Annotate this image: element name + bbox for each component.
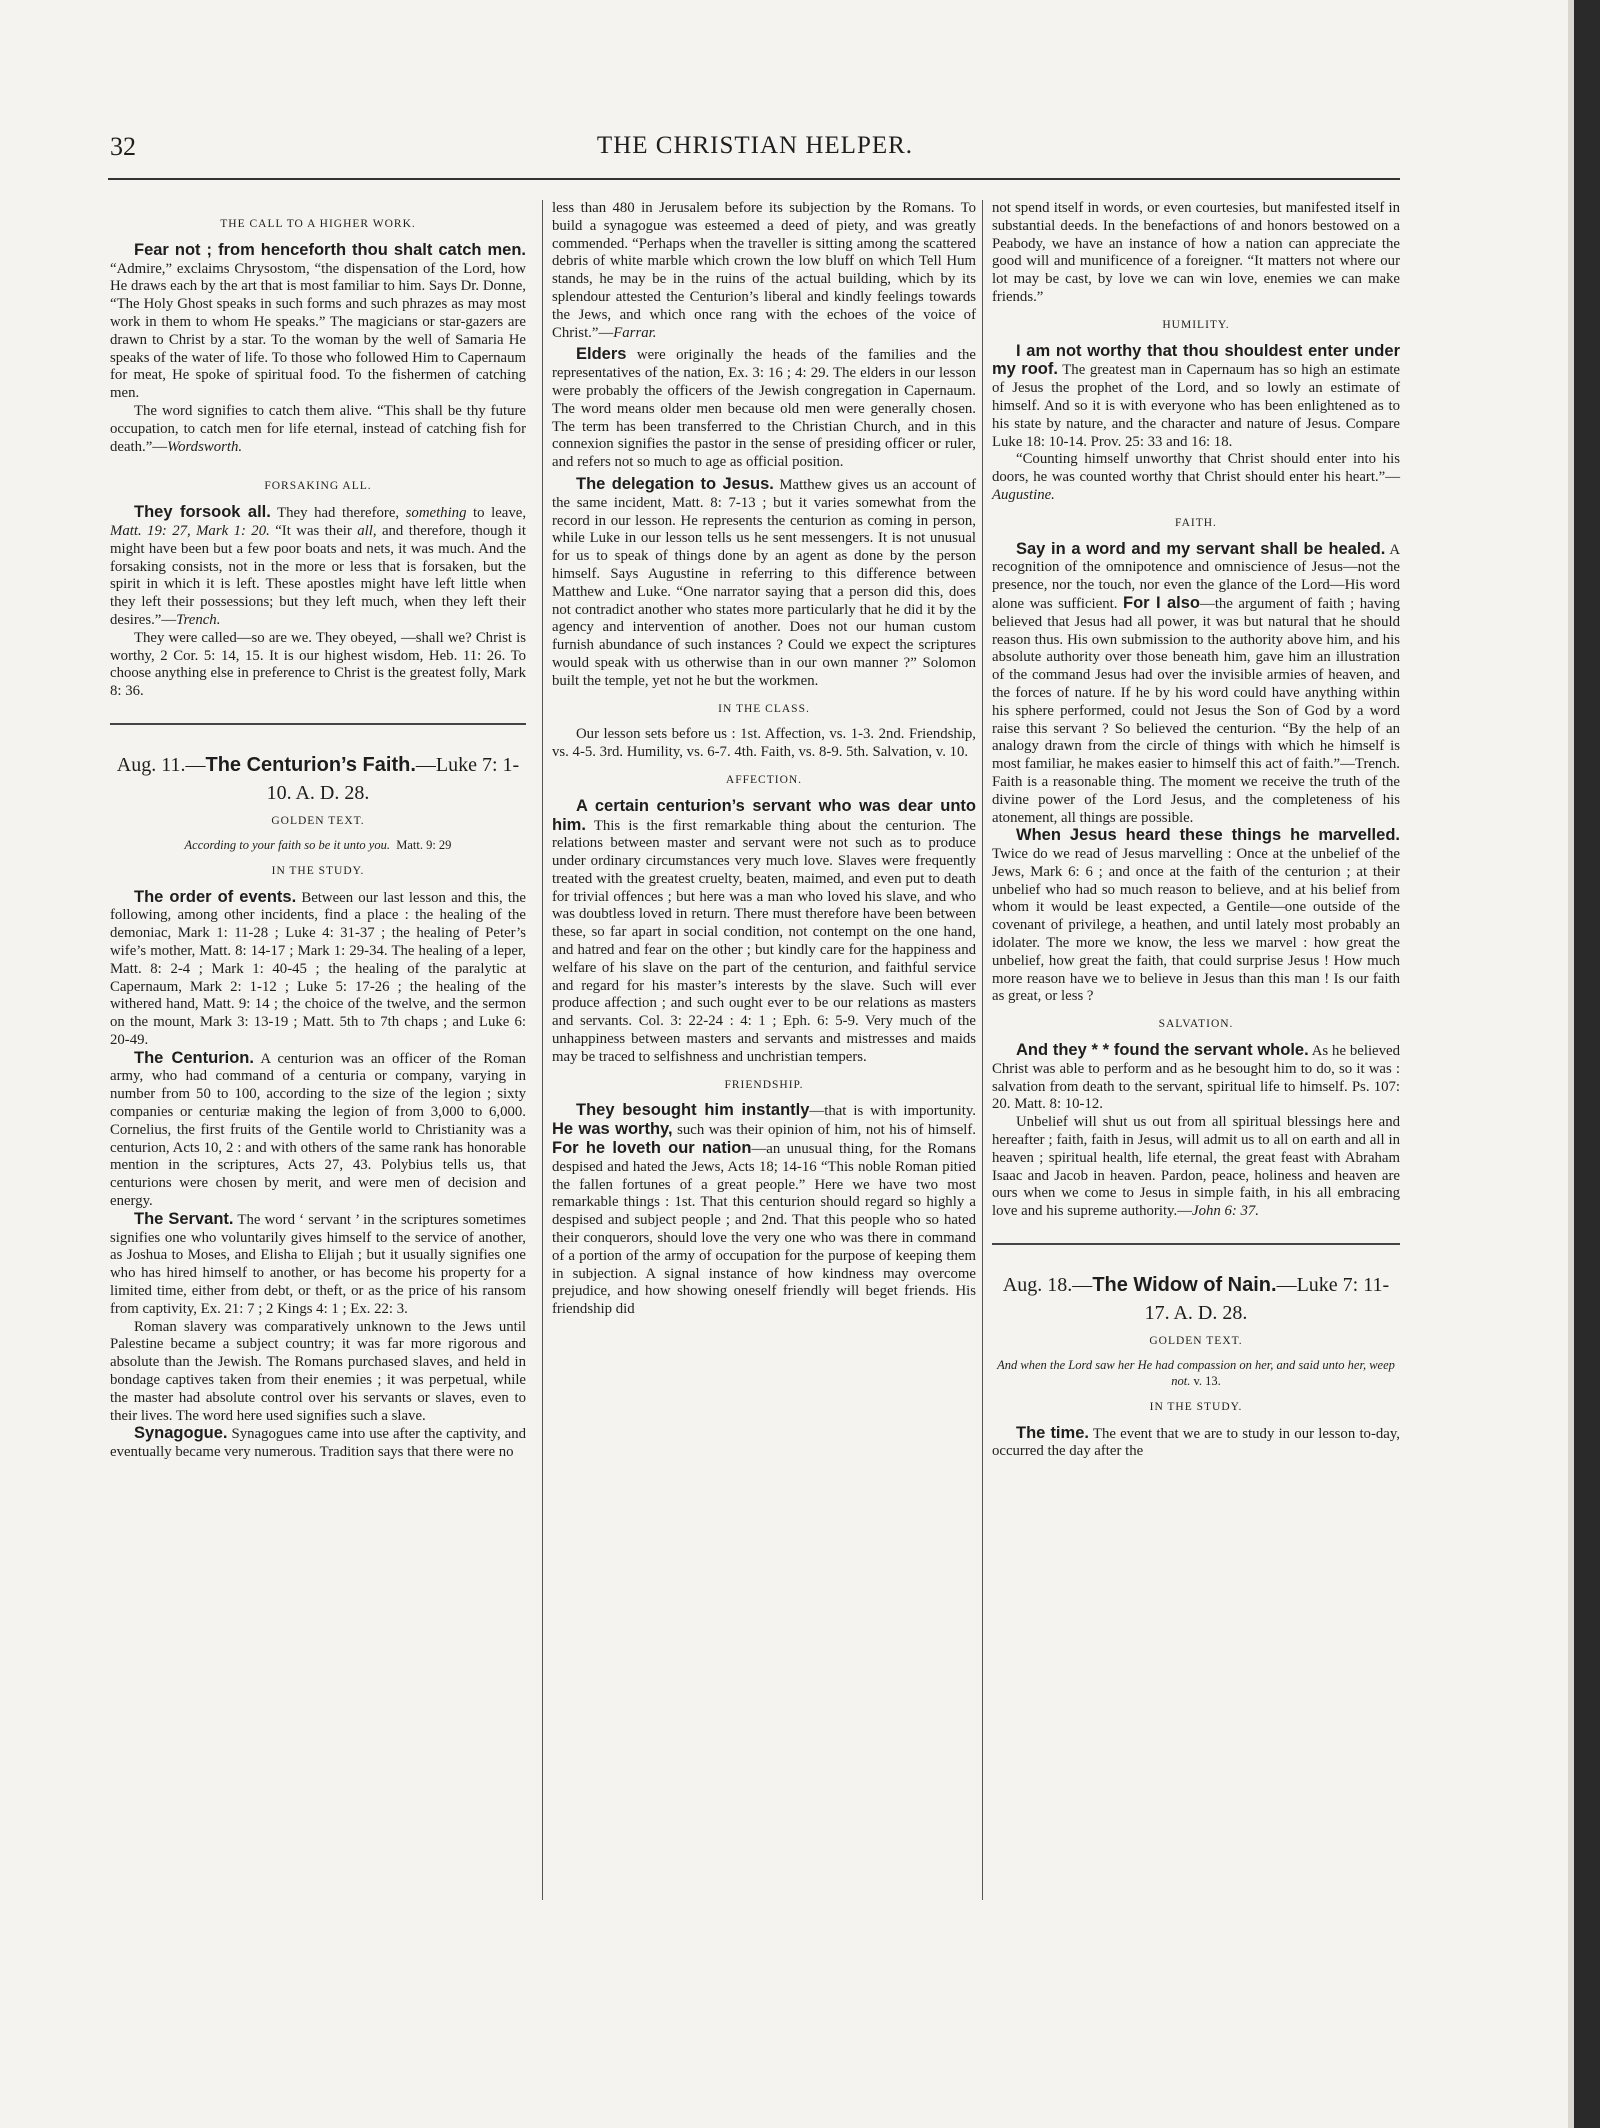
paragraph: I am not worthy that thou shouldest enter under my roof. The greatest man in Capernaum has so high an estimate of Jesus the prophet of the Lord, and so lowly an estimate of himself. And so it is with everyone who has been enlightened as to his state by nature, and the character and nature of Jesus. Compare Luke 18: 10-14. Prov. 25: 33 and 16: 18.	[992, 341, 1400, 450]
headword: And they * * found the servant whole.	[1016, 1041, 1309, 1060]
paragraph: And they * * found the servant whole. As he believed Christ was able to perform and as he besought him to do, so it was : salvation from death to the servant, spiritual life to himself. Ps. 107: 20. Matt. 8: 10-12.	[992, 1041, 1400, 1113]
paragraph: The Servant. The word ‘ servant ’ in the scriptures sometimes signifies one who voluntarily gives himself to the service of another, as Joshua to Moses, and Elisha to Elijah ; but it usually signifies one who has hired himself to another, or has become his property for a limited time, either from debt, or theft, or as the price of his ransom from captivity, Ex. 21: 7 ; 2 Kings 4: 1 ; Ex. 22: 3.	[110, 1209, 526, 1317]
headword: For he loveth our nation	[552, 1139, 752, 1158]
headword: The Centurion.	[134, 1048, 254, 1067]
headword: He was worthy,	[552, 1120, 673, 1139]
section-heading: IN THE STUDY.	[1149, 1400, 1243, 1413]
paragraph: They were called—so are we. They obeyed, —shall we? Christ is worthy, 2 Cor. 5: 14, 15. It is our highest wisdom, Heb. 11: 26. To choose anything else in preference to Christ is the greatest folly, Mark 8: 36.	[110, 629, 526, 700]
paragraph: The word signifies to catch them alive. “This shall be thy future occupation, to catch men for life eternal, instead of catching fish for death.”—Wordsworth.	[110, 402, 526, 455]
section-heading: THE CALL TO A HIGHER WORK.	[220, 218, 416, 230]
paragraph: The time. The event that we are to study in our lesson to-day, occurred the day after the	[992, 1423, 1400, 1460]
lesson-heading: Aug. 11.—The Centurion’s Faith.—Luke 7: 1-10. A. D. 28.	[116, 753, 520, 804]
section-heading: FRIENDSHIP.	[724, 1078, 804, 1091]
column-3	[992, 200, 1400, 1461]
golden-text: According to your faith so be it unto you. Matt. 9: 29	[184, 837, 452, 852]
paragraph: The delegation to Jesus. Matthew gives us an account of the same incident, Matt. 8: 7-13 ; but it varies somewhat from the record in our lesson. He represents the centurion as coming in person, while Luke in our lesson tells us he sent messengers. It is not unusual for us to speak of things done by an agent as done by the person himself. Says Augustine in referring to this difference between Matthew and Luke. “One narrator saying that a person did this, does not contradict another who states more particularly that he did it by the agency and intervention of another. Does not our human custom furnish abundance of such instances ? Could we expect the scriptures would speak with us otherwise than in our own manner ?” Solomon built the temple, yet not he but the workmen.	[552, 474, 976, 689]
column-2	[552, 200, 976, 1319]
paragraph: When Jesus heard these things he marvelled. Twice do we read of Jesus marvelling : Once at the unbelief of the Jews, Mark 6: 6 ; and once at the faith of the centurion ; at their unbelief who had so much reason to believe, and at his belief from whom it would be least expected, a Gentile—one outside of the covenant of privilege, a heathen, and until lately most probably an idolater. The more we know, the less we marvel : how great the unbelief, how great the faith, that could surprise Jesus ! How much more reason have we to believe in Jesus than this man ! Is our faith as great, or less ?	[992, 826, 1400, 1005]
paragraph: Roman slavery was comparatively unknown to the Jews until Palestine became a subject country; it was far more rigorous and absolute than the Jewish. The Romans purchased slaves, and held in bondage captives taken from their enemies ; it was perpetual, while the master had absolute control over his servants or slaves, even to their lives. The word here used signifies such a slave.	[110, 1318, 526, 1424]
paragraph: Elders were originally the heads of the families and the representatives of the nation, Ex. 3: 16 ; 4: 29. The elders in our lesson were probably the officers of the Jewish congregation in Capernaum. The word means older men because old men were generally chosen. The term has been transferred to the Christian Church, and in this connexion signifies the pastor in the sense of presiding officer or ruler, and refers not so much to age as official position.	[552, 345, 977, 471]
headword: The delegation to Jesus.	[576, 474, 774, 493]
lesson-separator	[992, 1243, 1400, 1245]
headword: Say in a word and my servant shall be healed.	[1016, 539, 1386, 558]
column-rule-1	[542, 200, 543, 1900]
paragraph: The Centurion. A centurion was an officer of the Roman army, who had command of a centuria or company, varying in number from 50 to 100, according to the size of the legion ; sixty companies or centuriæ making the legion of from 3,000 to 6,000. Cornelius, the first fruits of the Gentile world to Christianity was a centurion, Acts 10, 2 : and with others of the same rank has honorable mention in the scriptures, Acts 27, 43. Polybius tells us, that centurions were chosen by merit, and were men of decision and energy.	[110, 1048, 526, 1210]
paragraph: Our lesson sets before us : 1st. Affection, vs. 1-3. 2nd. Friendship, vs. 4-5. 3rd. Humility, vs. 6-7. 4th. Faith, vs. 8-9. 5th. Salvation, v. 10.	[552, 726, 976, 761]
paragraph: Unbelief will shut us out from all spiritual blessings here and hereafter ; faith, faith in Jesus, will admit us to all on earth and all in heaven ; spiritual health, life eternal, the great feast with Abraham Isaac and Jacob in heaven. Pardon, peace, holiness and heaven are ours when we come to Jesus in simple faith, in his all embracing love and his supreme authority.—John 6: 37.	[992, 1114, 1400, 1220]
headword: The time.	[1016, 1423, 1089, 1442]
section-heading: FAITH.	[1175, 516, 1217, 529]
column-rule-2	[982, 200, 983, 1900]
section-heading: IN THE CLASS.	[718, 702, 810, 715]
section-heading: AFFECTION.	[725, 773, 803, 786]
lesson-heading: Aug. 18.—The Widow of Nain.—Luke 7: 11-17. A. D. 28.	[1002, 1274, 1390, 1325]
lesson-separator	[110, 723, 526, 725]
header-rule	[108, 178, 1400, 180]
paragraph: Fear not ; from henceforth thou shalt catch men. “Admire,” exclaims Chrysostom, “the dispensation of the Lord, how He draws each by the art that is most familiar to him. Says Dr. Donne, “The Holy Ghost speaks in such forms and such phrazes as may most work in them to whom He speaks.” The magicians or star-gazers are drawn to Christ by a star. To the woman by the well of Samaria He speaks of the water of life. To those who followed Him to Capernaum for meat, He spoke of spiritual food. To the fishermen of catching men.	[110, 240, 526, 402]
paragraph: The order of events. Between our last lesson and this, the following, among other incidents, find a place : the healing of the demoniac, Mark 1: 11-28 ; Luke 4: 31-37 ; the healing of Peter’s wife’s mother, Matt. 8: 14-17 ; Mark 1: 29-34. The healing of a leper, Matt. 8: 2-4 ; Mark 1: 40-45 ; the healing of the paralytic at Capernaum, Mark 2: 1-12 ; Luke 5: 17-26 ; the healing of the withered hand, Matt. 9: 14 ; the choice of the twelve, and the sermon on the mount, Mark 3: 13-19 ; Matt. 5th to 7th chaps ; and Luke 6: 20-49.	[110, 887, 526, 1048]
paragraph: Synagogue. Synagogues came into use after the captivity, and eventually became very numerous. Tradition says that there were no	[110, 1424, 526, 1461]
paragraph: not spend itself in words, or even courtesies, but manifested itself in substantial deeds. In the benefactions of and honors bestowed on a Peabody, we have an instance of how a nation can appreciate the good will and munificence of a foreigner. “It matters not where our lot may be cast, by love we can win love, enemies we can make friends.”	[992, 200, 1400, 305]
headword: The Servant.	[134, 1209, 234, 1228]
running-title: THE CHRISTIAN HELPER.	[596, 132, 914, 159]
paragraph: Say in a word and my servant shall be healed. A recognition of the omnipotence and omniscience of Jesus—not the presence, nor the touch, nor even the glance of the Lord—His word alone was sufficient. For I also—the argument of faith ; having believed that Jesus had all power, it was but natural that he should reason thus. His own submission to the authority above him, and his absolute authority over those beneath him, gave him an illustration of the command Jesus had over the invisible armies of heaven, and the forces of nature. If he by his word could have anything within his sphere performed, could not Jesus the Son of God by a word raise this servant ? So believed the centurion. “By the help of an analogy drawn from the circle of things with which he himself is most familiar, he makes easier to himself this act of faith.”—Trench. Faith is a reasonable thing. The moment we receive the truth of the divine power of the Lord Jesus, and the completeness of his atonement, all things are possible.	[992, 539, 1401, 826]
column-1	[110, 200, 526, 1462]
headword: A certain centurion’s servant who was dear unto him.	[552, 796, 976, 834]
golden-text-label: GOLDEN TEXT.	[271, 814, 365, 827]
paragraph: They forsook all. They had therefore, something to leave, Matt. 19: 27, Mark 1: 20. “It was their all, and therefore, though it might have been but a few poor boats and nets, it was much. And the forsaking consists, not in the more or less that is forsaken, but the spirit in which it is left. These apostles might have left little when they left their possessions; but they left much, when they left their desires.”—Trench.	[110, 503, 527, 628]
lesson-title: The Centurion’s Faith.	[205, 753, 416, 776]
golden-text-label: GOLDEN TEXT.	[1149, 1335, 1243, 1348]
paragraph: They besought him instantly—that is with importunity. He was worthy, such was their opinion of him, not his of himself. For he loveth our nation—an unusual thing, for the Romans despised and hated the Jews, Acts 18; 14-16 “This noble Roman pitied the fallen fortunes of a great people.” Here we have two most remarkable things : 1st. That this centurion should regard so highly a despised and subject people ; and 2nd. That this people who so hated their conquerors, should love the very one who was there in command of a portion of the army of occupation for the purpose of keeping them in subjection. A signal instance of how kindness may overcome prejudice, and how showing oneself friendly will beget friends. His friendship did	[552, 1101, 976, 1318]
section-heading: SALVATION.	[1158, 1018, 1234, 1031]
lesson-title: The Widow of Nain.	[1092, 1274, 1277, 1297]
section-heading: IN THE STUDY.	[271, 864, 365, 877]
page-number: 32	[110, 132, 136, 161]
section-heading: FORSAKING ALL.	[264, 480, 372, 493]
headword: For I also	[1122, 593, 1201, 612]
page-header	[110, 132, 1400, 172]
headword: Synagogue.	[134, 1424, 228, 1443]
headword: They forsook all.	[134, 503, 271, 522]
paragraph: A certain centurion’s servant who was dear unto him. This is the first remarkable thing about the centurion. The relations between master and servant were not such as to produce under ordinary circumstances very much love. Slaves were frequently treated with the greatest cruelty, beaten, maimed, and even put to death for trivial offences ; but here was a man who loved his slave, and who was doubtless loved in return. There must therefore have been between these, so far apart in social condition, not contempt on the one hand, and hatred and fear on the other ; but kindly care for the happiness and welfare of his slave on the part of the centurion, and faithful service and regard for his master’s interests by the slave. Such will ever produce affection ; and such ought ever to be our relations as masters and servants. Col. 3: 22-24 : 4: 1 ; Eph. 6: 5-9. Very much of the unhappiness between masters and servants and mistresses and maids may be traced to selfishness and unchristian tempers.	[552, 796, 976, 1065]
headword: Elders	[576, 345, 627, 364]
headword: Fear not ; from henceforth thou shalt catch men.	[134, 240, 526, 259]
headword: The order of events.	[134, 887, 297, 906]
golden-text: And when the Lord saw her He had compassion on her, and said unto her, weep not. v. 13.	[997, 1357, 1395, 1388]
headword: When Jesus heard these things he marvelled.	[1016, 826, 1400, 845]
paragraph: less than 480 in Jerusalem before its subjection by the Romans. To build a synagogue was esteemed a deed of piety, and was greatly commended. “Perhaps when the traveller is sitting among the scattered debris of white marble which crown the low bluff on which Tell Hum stands, he may be in the ruins of the actual building, which by its splendour attested the Centurion’s liberal and kindly feelings towards the Jews, and which once rang with the echoes of the voice of Christ.”—Farrar.	[552, 200, 976, 341]
scan-background	[1574, 0, 1600, 2128]
section-heading: HUMILITY.	[1162, 318, 1230, 331]
headword: They besought him instantly	[576, 1101, 810, 1120]
paragraph: “Counting himself unworthy that Christ should enter into his doors, he was counted worthy that Christ should enter his heart.”—Augustine.	[992, 451, 1400, 503]
headword: I am not worthy that thou shouldest enter under my roof.	[992, 341, 1400, 379]
